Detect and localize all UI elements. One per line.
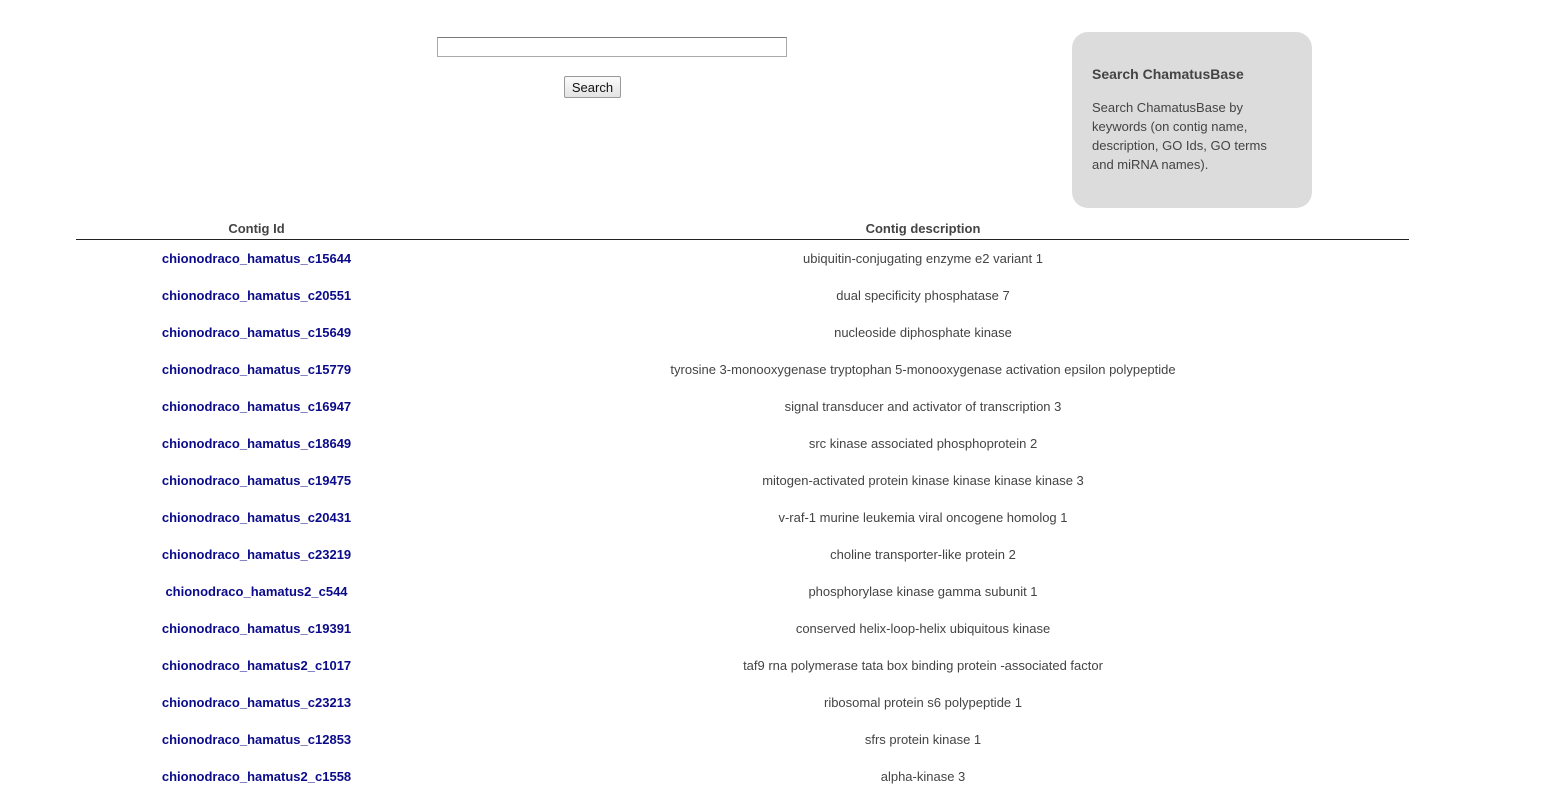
contig-id-cell — [76, 536, 437, 573]
contig-id-link[interactable]: chionodraco_hamatus_c15779 — [161, 362, 352, 377]
contig-id-cell — [76, 610, 437, 647]
contig-description-cell: src kinase associated phosphoprotein 2 — [808, 436, 1038, 451]
contig-description-cell: choline transporter-like protein 2 — [830, 547, 1016, 562]
contig-id-cell — [76, 314, 437, 351]
column-header-contig-id: Contig Id — [228, 221, 285, 236]
table-row — [76, 314, 1409, 351]
results-table — [76, 219, 1409, 793]
contig-description-cell: nucleoside diphosphate kinase — [834, 325, 1012, 340]
table-row — [76, 425, 1409, 462]
info-box — [1072, 32, 1312, 208]
contig-description-cell: dual specificity phosphatase 7 — [836, 288, 1010, 303]
contig-id-cell — [76, 388, 437, 425]
table-row — [76, 388, 1409, 425]
contig-id-cell — [76, 758, 437, 793]
contig-description-cell: v-raf-1 murine leukemia viral oncogene homolog 1 — [778, 510, 1068, 525]
contig-id-cell — [76, 240, 437, 277]
info-box-text: Search ChamatusBase by keywords (on contig name, description, GO Ids, GO terms and miRNA names). — [1092, 100, 1267, 172]
contig-id-cell — [76, 684, 437, 721]
contig-id-cell — [76, 573, 437, 610]
contig-id-link[interactable]: chionodraco_hamatus_c20431 — [161, 510, 352, 525]
contig-id-link[interactable]: chionodraco_hamatus_c18649 — [161, 436, 352, 451]
contig-id-link[interactable]: chionodraco_hamatus_c16947 — [161, 399, 352, 414]
table-row — [76, 684, 1409, 721]
table-row — [76, 573, 1409, 610]
contig-id-link[interactable]: chionodraco_hamatus_c23219 — [161, 547, 352, 562]
table-row — [76, 758, 1409, 793]
contig-id-link[interactable]: chionodraco_hamatus_c15644 — [161, 251, 352, 266]
table-row — [76, 499, 1409, 536]
table-row — [76, 536, 1409, 573]
contig-description-cell: ubiquitin-conjugating enzyme e2 variant 1 — [803, 251, 1043, 266]
contig-id-link[interactable]: chionodraco_hamatus_c20551 — [161, 288, 352, 303]
contig-id-cell — [76, 277, 437, 314]
contig-id-link[interactable]: chionodraco_hamatus_c19475 — [161, 473, 352, 488]
contig-description-cell: sfrs protein kinase 1 — [864, 732, 982, 747]
contig-description-cell: tyrosine 3-monooxygenase tryptophan 5-monooxygenase activation epsilon polypeptide — [670, 362, 1176, 377]
contig-id-link[interactable]: chionodraco_hamatus2_c544 — [165, 584, 348, 599]
table-row — [76, 462, 1409, 499]
contig-id-cell — [76, 425, 437, 462]
table-header — [76, 219, 1409, 240]
contig-description-cell: alpha-kinase 3 — [880, 769, 966, 784]
table-row — [76, 721, 1409, 758]
contig-description-cell: conserved helix-loop-helix ubiquitous kinase — [795, 621, 1051, 636]
search-input[interactable] — [437, 37, 787, 57]
table-row — [76, 351, 1409, 388]
table-row — [76, 610, 1409, 647]
contig-id-cell — [76, 462, 437, 499]
contig-id-cell — [76, 647, 437, 684]
contig-id-link[interactable]: chionodraco_hamatus2_c1017 — [161, 658, 352, 673]
table-row — [76, 277, 1409, 314]
contig-description-cell: mitogen-activated protein kinase kinase kinase kinase 3 — [762, 473, 1084, 488]
table-row — [76, 240, 1409, 277]
contig-description-cell: ribosomal protein s6 polypeptide 1 — [823, 695, 1022, 710]
search-button[interactable]: Search — [564, 76, 621, 98]
table-row — [76, 647, 1409, 684]
contig-id-cell — [76, 499, 437, 536]
contig-id-link[interactable]: chionodraco_hamatus_c15649 — [161, 325, 352, 340]
contig-id-link[interactable]: chionodraco_hamatus_c23213 — [161, 695, 352, 710]
contig-description-cell: phosphorylase kinase gamma subunit 1 — [808, 584, 1038, 599]
contig-description-cell: taf9 rna polymerase tata box binding protein -associated factor — [743, 658, 1103, 673]
contig-id-link[interactable]: chionodraco_hamatus2_c1558 — [161, 769, 352, 784]
contig-id-link[interactable]: chionodraco_hamatus_c19391 — [161, 621, 352, 636]
table-body — [76, 240, 1409, 793]
info-box-title: Search ChamatusBase — [1092, 66, 1244, 82]
contig-id-cell — [76, 351, 437, 388]
contig-id-link[interactable]: chionodraco_hamatus_c12853 — [161, 732, 352, 747]
contig-description-cell: signal transducer and activator of transcription 3 — [784, 399, 1062, 414]
column-header-contig-description: Contig description — [865, 221, 981, 236]
contig-id-cell — [76, 721, 437, 758]
